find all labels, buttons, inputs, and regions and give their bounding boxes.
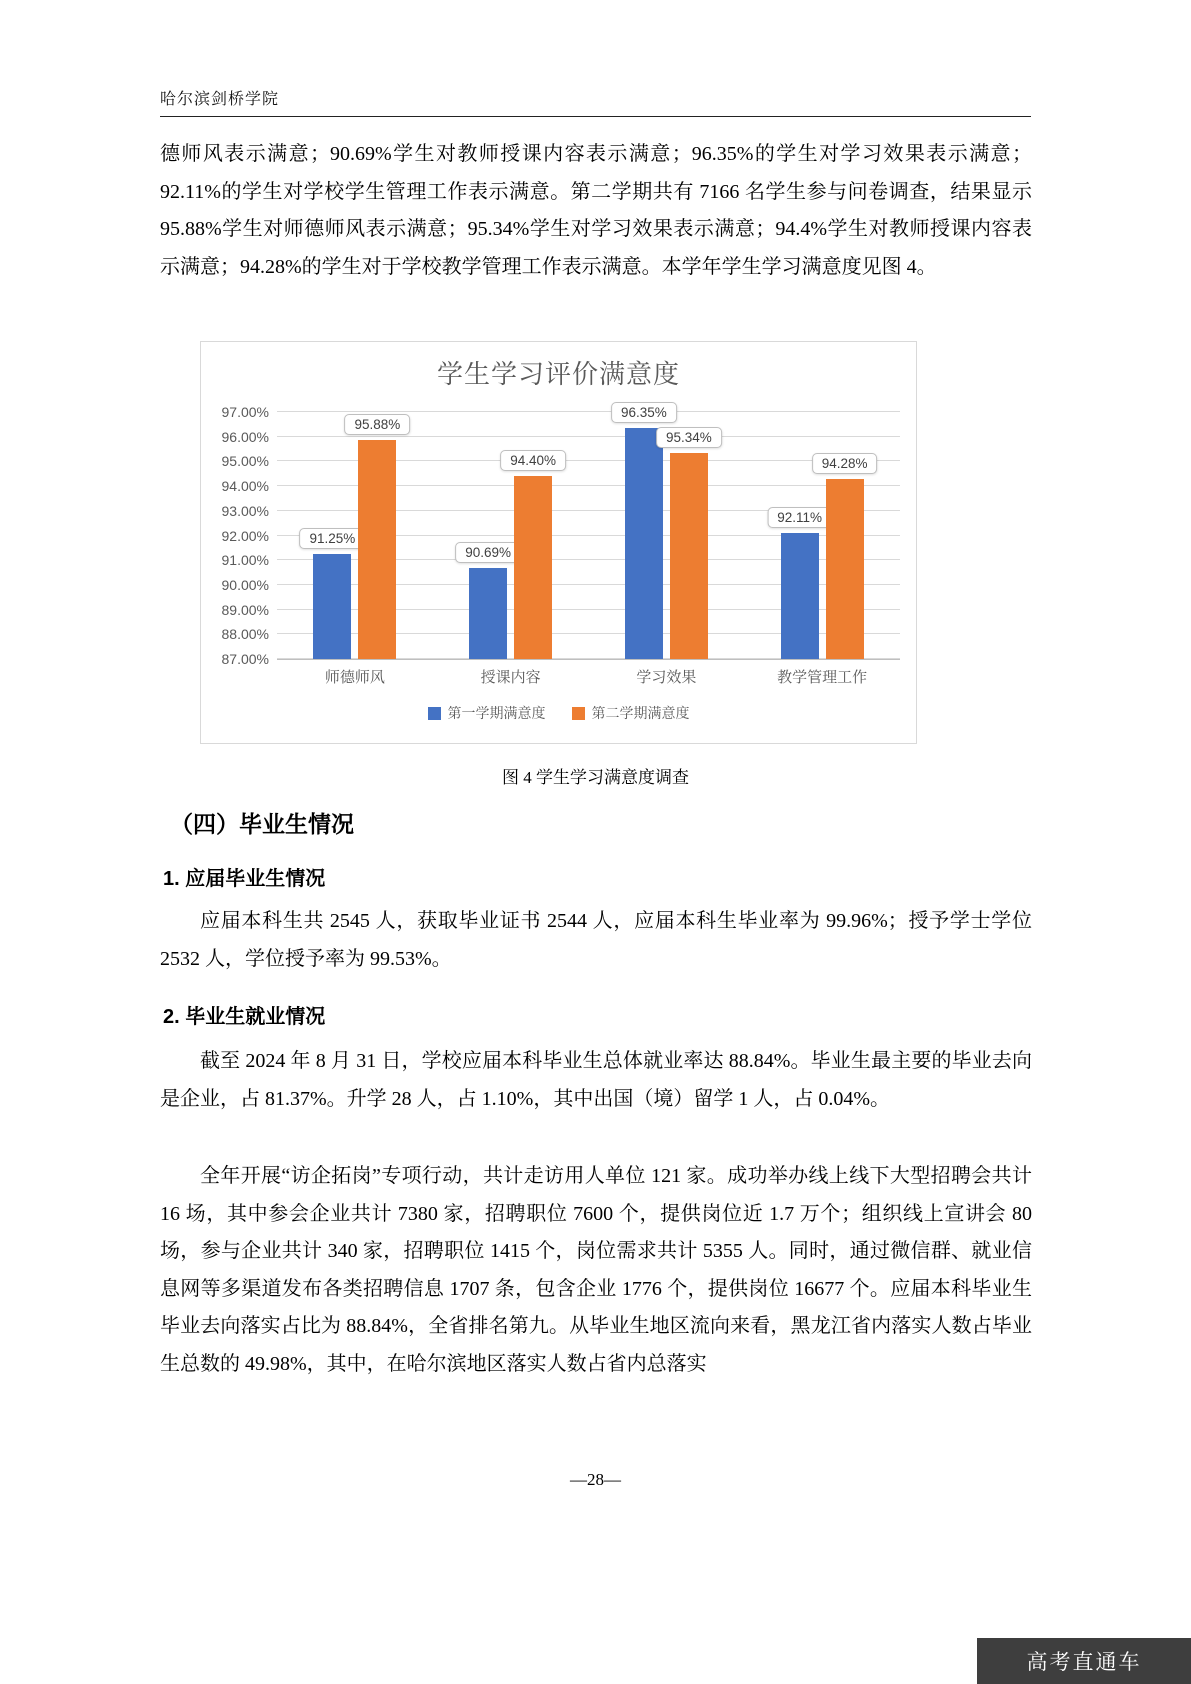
y-axis-tick: 88.00% xyxy=(221,626,269,643)
category-label: 授课内容 xyxy=(480,669,541,686)
category-label: 学习效果 xyxy=(636,669,697,686)
header-divider xyxy=(160,116,1031,117)
figure-caption: 图 4 学生学习满意度调查 xyxy=(502,768,689,787)
category-label: 师德师风 xyxy=(324,669,385,686)
data-label: 91.25% xyxy=(299,528,365,549)
category-label: 教学管理工作 xyxy=(777,669,868,686)
chart-legend xyxy=(201,703,916,723)
bar-series1-授课内容 xyxy=(465,544,512,659)
page-number: —28— xyxy=(570,1470,621,1489)
chart-category-axis xyxy=(277,666,900,687)
bar-series1-教学管理工作 xyxy=(777,509,823,659)
page-header xyxy=(160,86,279,109)
header-title: 哈尔滨剑桥学院 xyxy=(160,91,280,108)
satisfaction-chart xyxy=(200,341,917,744)
y-axis-tick: 97.00% xyxy=(221,404,269,420)
y-axis-tick: 93.00% xyxy=(221,502,269,519)
y-axis-tick: 89.00% xyxy=(221,601,269,618)
y-axis-tick: 90.00% xyxy=(221,576,269,593)
data-label: 90.69% xyxy=(455,542,521,563)
bar-series2-学习效果 xyxy=(665,430,712,659)
legend-swatch xyxy=(428,707,441,720)
chart-plot-area xyxy=(221,404,900,667)
legend-item xyxy=(572,703,690,723)
bar-series2-教学管理工作 xyxy=(821,456,868,659)
y-axis-tick: 96.00% xyxy=(221,428,269,445)
sub-heading-current-graduates: 1. 应届毕业生情况 xyxy=(163,868,326,890)
watermark-banner xyxy=(977,1638,1191,1684)
sub-heading-employment: 2. 毕业生就业情况 xyxy=(163,1006,326,1028)
paragraph-employment-1: 截至 2024 年 8 月 31 日，学校应届本科毕业生总体就业率达 88.84%。毕业生最主要的毕业去向是企业，占 81.37%。升学 28 人，占 1.10%，其中出国（境）留学 1 人，占 0.04%。 xyxy=(160,1050,1032,1110)
y-axis-tick: 87.00% xyxy=(221,651,269,667)
legend-swatch xyxy=(572,707,585,720)
bar-series2-师德师风 xyxy=(354,416,401,659)
y-axis-tick: 92.00% xyxy=(221,527,269,544)
legend-label: 第二学期满意度 xyxy=(591,705,690,721)
data-label: 95.88% xyxy=(344,414,410,435)
bar-series1-师德师风 xyxy=(309,531,356,659)
section-heading-graduates: （四）毕业生情况 xyxy=(170,811,354,837)
data-label: 92.11% xyxy=(767,507,832,528)
y-axis-tick: 94.00% xyxy=(221,478,269,495)
paragraph-employment-2: 全年开展“访企拓岗”专项行动，共计走访用人单位 121 家。成功举办线上线下大型招聘会共计 16 场，其中参会企业共计 7380 家，招聘职位 7600 个，提供岗位近 1.7 万个；组织线上宣讲会 80 场，参与企业共计 340 家，招聘职位 1415 个，岗位需求共计 5355 人。同时，通过微信群、就业信息网等多渠道发布各类招聘信息 1707 条，包含企业 1776 个，提供岗位 16677 个。应届本科毕业生毕业去向落实占比为 88.84%，全省排名第九。从毕业生地区流向来看，黑龙江省内落实人数占毕业生总数的 49.98%，其中，在哈尔滨地区落实人数占省内总落实 xyxy=(160,1165,1032,1375)
chart-title: 学生学习评价满意度 xyxy=(436,359,680,389)
bar-group-2 xyxy=(433,412,589,659)
paragraph-graduates: 应届本科生共 2545 人，获取毕业证书 2544 人，应届本科生毕业率为 99.96%；授予学士学位 2532 人，学位授予率为 99.53%。 xyxy=(160,910,1032,970)
data-label: 95.34% xyxy=(656,427,722,448)
legend-item xyxy=(428,703,546,723)
bar-series2-授课内容 xyxy=(510,453,557,659)
bar-series1-学习效果 xyxy=(620,405,667,659)
data-label: 96.35% xyxy=(611,402,677,423)
y-axis-tick: 91.00% xyxy=(221,552,269,569)
data-label: 94.40% xyxy=(500,450,566,471)
y-axis-tick: 95.00% xyxy=(221,453,269,470)
bar-group-3 xyxy=(589,405,745,659)
bar-group-4 xyxy=(744,412,900,659)
bar-groups xyxy=(277,405,900,659)
bar-group-1 xyxy=(277,412,433,659)
legend-label: 第一学期满意度 xyxy=(447,705,546,721)
watermark-text: 高考直通车 xyxy=(1026,1651,1142,1674)
data-label: 94.28% xyxy=(812,453,878,474)
paragraph-satisfaction: 德师风表示满意；90.69%学生对教师授课内容表示满意；96.35%的学生对学习效果表示满意；92.11%的学生对学校学生管理工作表示满意。第二学期共有 7166 名学生参与问卷调查，结果显示 95.88%学生对师德师风表示满意；95.34%学生对学习效果表示满意；94.4%学生对教师授课内容表示满意；94.28%的学生对于学校教学管理工作表示满意。本学年学生学习满意度见图 4。 xyxy=(160,143,1032,278)
